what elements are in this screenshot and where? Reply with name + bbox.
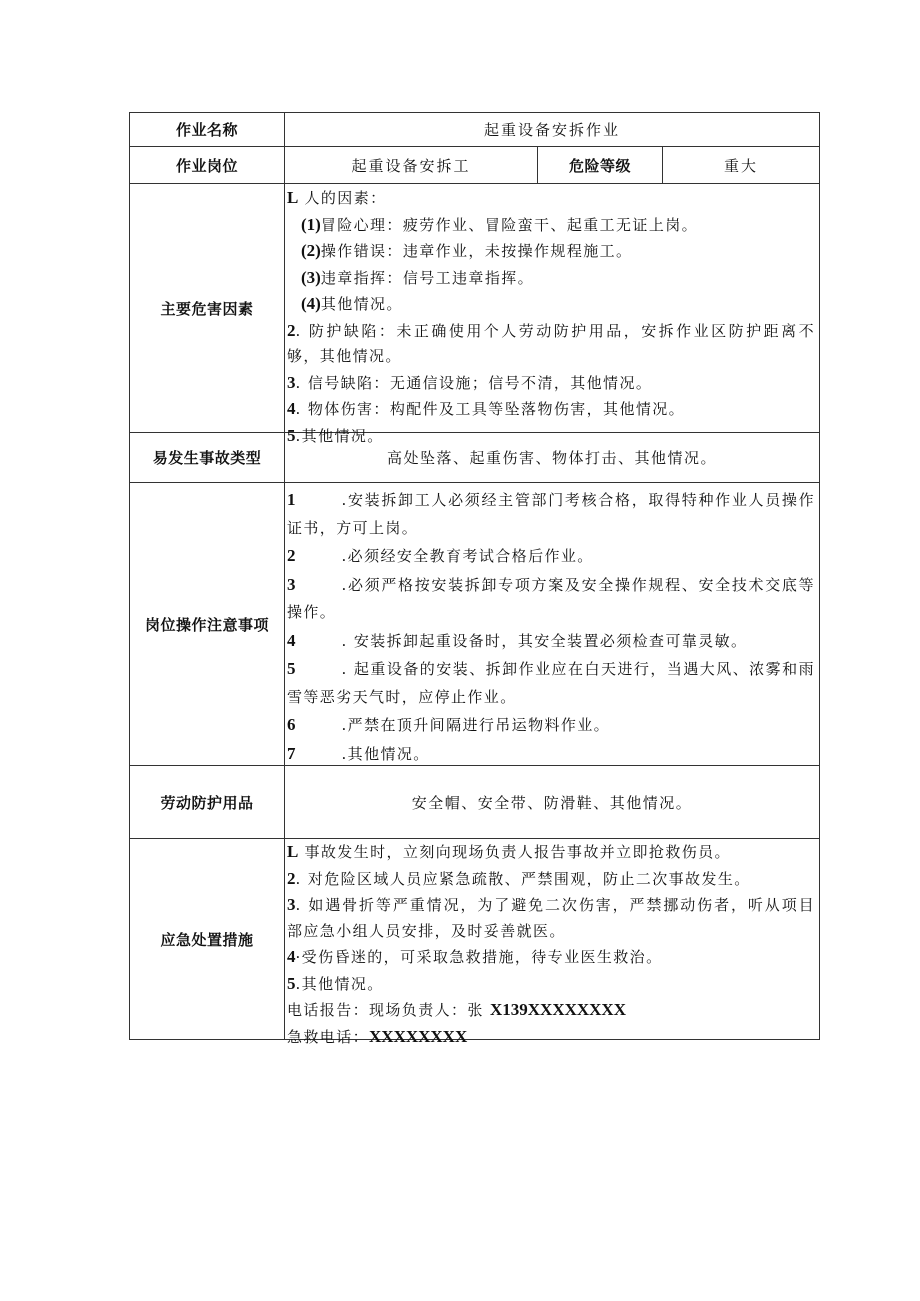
emergency-line: 2. 对危险区域人员应紧急疏散、严禁围观，防止二次事故发生。 <box>287 868 751 888</box>
job-post-value: 起重设备安拆工 <box>285 147 538 184</box>
accidents-value: 高处坠落、起重伤害、物体打击、其他情况。 <box>285 433 820 483</box>
hazards-label: 主要危害因素 <box>130 184 285 433</box>
row-ppe <box>130 766 820 839</box>
hazard-line: 4. 物体伤害：构配件及工具等坠落物伤害，其他情况。 <box>287 399 686 418</box>
row-job-name <box>130 113 820 147</box>
job-name-label: 作业名称 <box>130 113 285 147</box>
row-emergency <box>130 839 820 1040</box>
hazard-line: L 人的因素： <box>287 188 387 207</box>
hazard-line: 2. 防护缺陷：未正确使用个人劳动防护用品，安拆作业区防护距离不够，其他情况。 <box>287 320 815 365</box>
row-precautions <box>130 483 820 766</box>
rescue-phone-line: 急救电话：XXXXXXXX <box>287 1026 468 1046</box>
job-name-value: 起重设备安拆作业 <box>285 113 820 147</box>
precaution-item: 6 .严禁在顶升间隔进行吊运物料作业。 <box>287 715 611 734</box>
accidents-label: 易发生事故类型 <box>130 433 285 483</box>
emergency-line: 4·受伤昏迷的，可采取急救措施，待专业医生救治。 <box>287 947 663 966</box>
hazards-cell <box>285 184 820 445</box>
hazard-line: (4)其他情况。 <box>301 294 403 313</box>
precautions-label: 岗位操作注意事项 <box>130 483 285 766</box>
hazard-line: 5.其他情况。 <box>287 425 384 445</box>
precaution-item: 1 .安装拆卸工人必须经主管部门考核合格，取得特种作业人员操作证书，方可上岗。 <box>287 490 815 537</box>
hazard-line: (2)操作错误：违章作业，未按操作规程施工。 <box>301 241 633 260</box>
hazards-list <box>285 184 819 445</box>
precaution-item: 5 . 起重设备的安装、拆卸作业应在白天进行，当遇大风、浓雾和雨雪等恶劣天气时，应停止作业。 <box>287 659 815 706</box>
precaution-item: 4 . 安装拆卸起重设备时，其安全装置必须检查可靠灵敏。 <box>287 630 748 650</box>
risk-level-label: 危险等级 <box>538 147 663 184</box>
precaution-item: 3 .必须严格按安装拆卸专项方案及安全操作规程、安全技术交底等操作。 <box>287 574 815 621</box>
emergency-line: L 事故发生时，立刻向现场负责人报告事故并立即抢救伤员。 <box>287 842 731 861</box>
phone-report-number: X139XXXXXXXX <box>489 1000 626 1019</box>
risk-level-value: 重大 <box>663 147 820 184</box>
emergency-line: 3. 如遇骨折等严重情况，为了避免二次伤害，严禁挪动伤者，听从项目部应急小组人员安排，及时妥善就医。 <box>287 895 815 940</box>
phone-report-line: 电话报告：现场负责人：张 X139XXXXXXXX <box>287 1000 626 1019</box>
emergency-cell <box>285 839 820 1046</box>
hazard-line: (1)冒险心理：疲劳作业、冒险蛮干、起重工无证上岗。 <box>301 214 699 234</box>
precautions-cell <box>285 483 820 766</box>
hazard-line: 3. 信号缺陷：无通信设施；信号不清，其他情况。 <box>287 372 653 392</box>
safety-table <box>129 112 820 1046</box>
emergency-line: 5.其他情况。 <box>287 973 384 993</box>
ppe-label: 劳动防护用品 <box>130 766 285 839</box>
precaution-item: 7 .其他情况。 <box>287 743 430 763</box>
emergency-list <box>285 839 819 1046</box>
row-job-post <box>130 147 820 184</box>
emergency-label: 应急处置措施 <box>130 839 285 1040</box>
precautions-list <box>285 483 819 765</box>
job-safety-card <box>129 112 819 1046</box>
row-hazards <box>130 184 820 433</box>
precaution-item: 2 .必须经安全教育考试合格后作业。 <box>287 546 594 565</box>
ppe-value: 安全帽、安全带、防滑鞋、其他情况。 <box>285 766 820 839</box>
job-post-label: 作业岗位 <box>130 147 285 184</box>
hazard-line: (3)违章指挥：信号工违章指挥。 <box>301 267 535 287</box>
rescue-phone-number: XXXXXXXX <box>369 1026 468 1046</box>
